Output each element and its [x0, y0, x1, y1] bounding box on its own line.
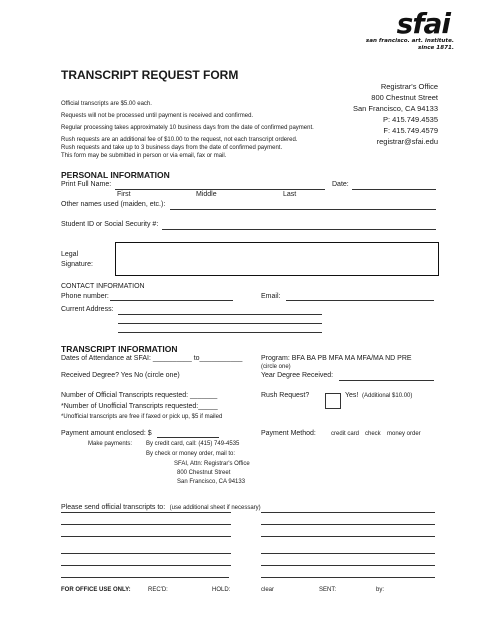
legal-label: Legal — [61, 251, 79, 258]
recipient-1-line-3[interactable] — [61, 536, 231, 537]
method-credit-card[interactable]: credit card — [331, 431, 360, 437]
method-check[interactable]: check — [365, 431, 381, 437]
num-official: Number of Official Transcripts requested: _______ — [61, 392, 218, 399]
signature-label: Signature: — [61, 261, 93, 268]
recipient-4-line-3[interactable] — [261, 577, 435, 578]
recipient-3-line-2[interactable] — [61, 565, 231, 566]
date-field[interactable] — [352, 189, 436, 190]
note-regular: Regular processing takes approximately 10 business days from the date of confirmed payment. — [61, 125, 314, 131]
date-label: Date: — [332, 181, 349, 188]
email-field[interactable] — [286, 300, 434, 301]
note-rush-time: Rush requests and take up to 3 business days from the date of confirmed payment. — [61, 145, 283, 151]
personal-heading: PERSONAL INFORMATION — [61, 170, 170, 180]
address-line-3[interactable] — [118, 332, 322, 333]
print-name-label: Print Full Name: — [61, 181, 112, 188]
pay-city: San Francisco, CA 94133 — [177, 479, 246, 485]
page-title: TRANSCRIPT REQUEST FORM — [61, 68, 239, 82]
other-names-field[interactable] — [170, 209, 436, 210]
office-sent: SENT: — [319, 587, 337, 593]
transcript-heading: TRANSCRIPT INFORMATION — [61, 344, 178, 354]
print-name-field[interactable] — [115, 189, 325, 190]
rush-checkbox[interactable] — [325, 393, 341, 409]
unofficial-note: *Unofficial transcripts are free if faxed or pick up, $5 if mailed — [61, 414, 223, 420]
office-use-label: FOR OFFICE USE ONLY: — [61, 587, 131, 593]
make-payments-label: Make payments: — [88, 441, 133, 447]
payment-amount-field[interactable] — [157, 437, 219, 438]
rush-request-label: Rush Request? — [261, 392, 310, 399]
recipient-2-line-2[interactable] — [261, 524, 435, 525]
registrar-email[interactable]: registrar@sfai.edu — [376, 137, 438, 146]
note-payment: Requests will not be processed until payment is received and confirmed. — [61, 113, 254, 119]
recipient-1-line-2[interactable] — [61, 524, 231, 525]
dates-attendance: Dates of Attendance at SFAI: __________ to___________ — [61, 355, 243, 362]
address-label: Current Address: — [61, 306, 114, 313]
middle-label: Middle — [196, 191, 217, 198]
pay-credit-card: By credit card, call: (415) 749-4535 — [146, 441, 240, 447]
registrar-fax: F: 415.749.4579 — [383, 126, 438, 135]
pay-street: 800 Chestnut Street — [177, 470, 231, 476]
rush-yes: Yes! — [345, 392, 359, 399]
sfai-logo — [344, 7, 454, 51]
first-label: First — [117, 191, 131, 198]
student-id-field[interactable] — [162, 229, 436, 230]
office-hold: HOLD: — [212, 587, 231, 593]
registrar-office: Registrar's Office — [380, 82, 438, 91]
rush-fee: (Additional $10.00) — [362, 393, 413, 399]
student-id-label: Student ID or Social Security #: — [61, 221, 159, 228]
program-circle-one: (circle one) — [261, 364, 291, 370]
office-recd: REC'D: — [148, 587, 168, 593]
office-by: by: — [376, 587, 385, 593]
note-fee: Official transcripts are $5.00 each. — [61, 101, 152, 107]
registrar-phone: P: 415.749.4535 — [382, 115, 438, 124]
last-label: Last — [283, 191, 297, 198]
office-clear: clear — [261, 587, 275, 593]
logo-tagline: san francisco. art. institute. — [365, 38, 454, 44]
recipient-3-line-3[interactable] — [61, 577, 229, 578]
method-money-order[interactable]: money order — [387, 431, 421, 437]
recipient-3-line-1[interactable] — [61, 553, 231, 554]
address-line-1[interactable] — [118, 314, 322, 315]
other-names-label: Other names used (maiden, etc.): — [61, 201, 166, 208]
pay-attn: SFAI, Attn: Registrar's Office — [174, 461, 250, 467]
send-to-text: Please send official transcripts to: — [61, 504, 166, 511]
payment-amount-label: Payment amount enclosed: $ — [61, 430, 152, 437]
recipient-2-line-1[interactable] — [261, 512, 435, 513]
signature-box[interactable] — [115, 242, 439, 276]
recipient-4-line-1[interactable] — [261, 553, 435, 554]
year-degree-field[interactable] — [339, 380, 434, 381]
contact-heading: CONTACT INFORMATION — [61, 283, 145, 290]
num-unofficial: *Number of Unofficial Transcripts requested:_____ — [61, 403, 218, 410]
registrar-street: 800 Chestnut Street — [371, 93, 438, 102]
send-to-note: (use additional sheet if necessary) — [169, 505, 261, 511]
phone-field[interactable] — [110, 300, 233, 301]
phone-label: Phone number: — [61, 293, 109, 300]
recipient-2-line-3[interactable] — [261, 536, 435, 537]
logo-since: since 1871. — [418, 44, 454, 51]
payment-method-label: Payment Method: — [261, 430, 316, 437]
program-options[interactable]: Program: BFA BA PB MFA MA MFA/MA ND PRE — [261, 355, 412, 362]
recipient-1-line-1[interactable] — [61, 512, 231, 513]
received-degree[interactable]: Received Degree? Yes No (circle one) — [61, 372, 180, 379]
pay-check-order: By check or money order, mail to: — [146, 451, 236, 457]
email-label: Email: — [261, 293, 281, 300]
year-degree-label: Year Degree Received: — [261, 372, 334, 379]
registrar-city: San Francisco, CA 94133 — [352, 104, 438, 113]
recipient-4-line-2[interactable] — [261, 565, 435, 566]
note-submit: This form may be submitted in person or via email, fax or mail. — [61, 153, 227, 159]
note-rush-fee: Rush requests are an additional fee of $10.00 to the request, not each transcript ordered. — [61, 137, 298, 143]
logo-wordmark: sfai — [396, 7, 450, 40]
address-line-2[interactable] — [118, 323, 322, 324]
